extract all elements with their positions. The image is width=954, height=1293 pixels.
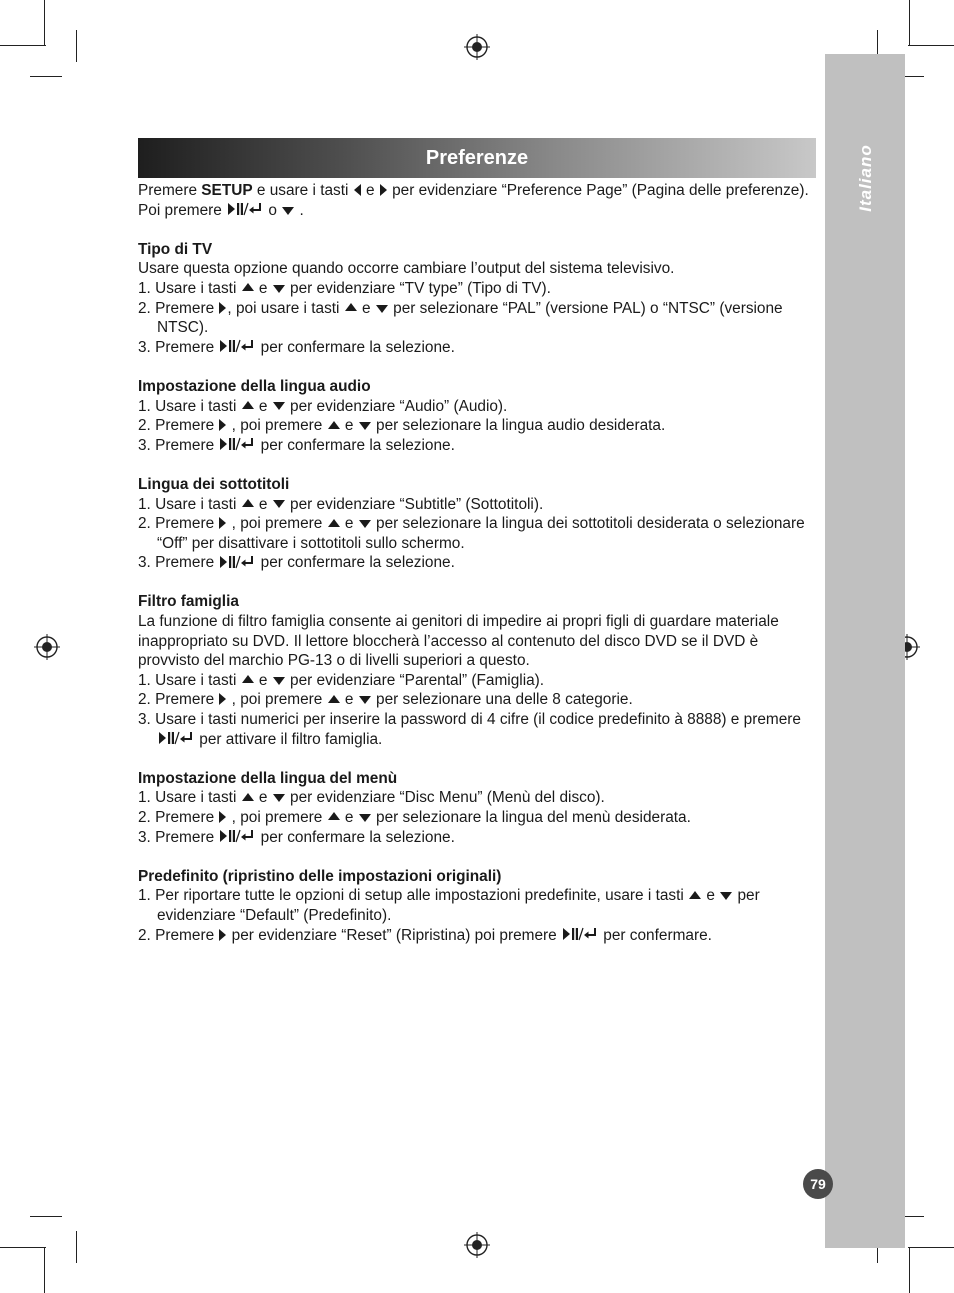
registration-mark-icon	[34, 634, 60, 660]
text-segment: 3. Premere	[138, 828, 219, 846]
up-arrow-icon	[328, 421, 340, 429]
text-segment: per confermare la selezione.	[256, 828, 455, 846]
text-segment: 1. Usare i tasti	[138, 671, 241, 689]
text-segment: per evidenziare “Default” (Predefinito).	[157, 887, 760, 924]
text-segment: per evidenziare “Audio” (Audio).	[285, 397, 508, 415]
crop-mark	[0, 1247, 46, 1248]
text-segment: 1. Usare i tasti	[138, 789, 241, 807]
text-segment: 1. Usare i tasti	[138, 397, 241, 415]
text-segment: 1. Per riportare tutte le opzioni di setup alle impostazioni predefinite, usare i tasti	[138, 887, 689, 905]
play-pause-enter-icon	[159, 731, 193, 745]
tv-description: Usare questa opzione quando occorre cambiare l’output del sistema televisivo.	[138, 260, 675, 278]
text-segment: e	[254, 279, 272, 297]
section-title-default-reset: Predefinito (ripristino delle impostazioni originali)	[138, 867, 502, 885]
text-segment: 2. Premere	[138, 417, 219, 435]
play-pause-enter-icon	[220, 339, 254, 353]
text-segment: 2. Premere	[138, 691, 219, 709]
crop-mark	[908, 45, 954, 46]
down-arrow-icon	[359, 422, 371, 430]
text-segment: e usare i tasti	[252, 182, 353, 199]
list-item	[138, 299, 814, 338]
text-segment: 3. Premere	[138, 554, 219, 572]
text-segment: per evidenziare “Preference Page” (Pagina delle preferenze). Poi premere	[138, 182, 809, 219]
crop-mark	[44, 0, 45, 46]
down-arrow-icon	[359, 814, 371, 822]
text-segment: , poi premere	[227, 417, 327, 435]
text-segment: e	[357, 299, 375, 317]
text-segment: per evidenziare “TV type” (Tipo di TV).	[285, 279, 551, 297]
text-segment: , poi premere	[227, 691, 327, 709]
play-pause-enter-icon	[220, 555, 254, 569]
crop-mark	[908, 1247, 954, 1248]
section-title-parental-control: Filtro famiglia	[138, 593, 239, 611]
text-segment: Premere	[138, 182, 202, 199]
text-segment: e	[340, 691, 358, 709]
text-segment: e	[340, 515, 358, 533]
down-arrow-icon	[273, 794, 285, 802]
right-arrow-icon	[219, 929, 226, 941]
list-item	[138, 671, 814, 691]
list-item	[138, 788, 814, 808]
registration-mark-icon	[464, 1232, 490, 1258]
right-arrow-icon	[219, 517, 226, 529]
list-item	[138, 926, 814, 946]
down-arrow-icon	[273, 285, 285, 293]
list-item	[138, 886, 814, 925]
play-pause-enter-icon	[228, 202, 262, 216]
crop-mark	[44, 1247, 45, 1293]
up-arrow-icon	[689, 891, 701, 899]
up-arrow-icon	[328, 519, 340, 527]
section-header	[138, 138, 816, 178]
list-item	[138, 710, 814, 749]
section-title-audio-language: Impostazione della lingua audio	[138, 377, 371, 395]
text-segment: e	[702, 887, 720, 905]
registration-mark-icon	[464, 34, 490, 60]
setup-key-label: SETUP	[201, 182, 253, 199]
text-segment: per selezionare la lingua del menù desiderata.	[371, 809, 691, 826]
text-segment: e	[340, 417, 358, 435]
text-segment: 2. Premere	[138, 299, 219, 317]
text-segment: 3. Premere	[138, 338, 219, 356]
right-arrow-icon	[219, 693, 226, 705]
crop-mark	[30, 76, 62, 77]
right-arrow-icon	[219, 302, 226, 314]
down-arrow-icon	[720, 892, 732, 900]
section-title-tv-type: Tipo di TV	[138, 240, 213, 258]
right-arrow-icon	[380, 184, 387, 196]
crop-mark	[909, 1247, 910, 1293]
crop-mark	[0, 45, 46, 46]
list-item	[138, 397, 814, 417]
down-arrow-icon	[273, 402, 285, 410]
text-segment: 2. Premere	[138, 926, 219, 944]
down-arrow-icon	[359, 520, 371, 528]
text-segment: e	[254, 671, 272, 689]
text-segment: 1. Usare i tasti	[138, 279, 241, 297]
crop-mark	[30, 1216, 62, 1217]
text-segment: per confermare.	[599, 926, 712, 944]
text-segment: per attivare il filtro famiglia.	[195, 730, 383, 748]
list-item	[138, 690, 814, 710]
language-sidebar	[825, 54, 905, 1248]
text-segment: 2. Premere	[138, 809, 219, 826]
text-segment: per selezionare la lingua audio desiderata.	[371, 417, 666, 435]
crop-mark	[76, 30, 77, 62]
text-segment: per evidenziare “Parental” (Famiglia).	[285, 671, 545, 689]
up-arrow-icon	[242, 675, 254, 683]
down-arrow-icon	[376, 305, 388, 313]
right-arrow-icon	[219, 419, 226, 431]
up-arrow-icon	[328, 812, 340, 820]
down-arrow-icon	[282, 207, 294, 215]
up-arrow-icon	[242, 283, 254, 291]
section-title-subtitle-language: Lingua dei sottotitoli	[138, 475, 290, 493]
sidebar-language-label: Italiano	[856, 144, 875, 212]
list-item	[138, 514, 814, 553]
text-segment: 3. Usare i tasti numerici per inserire la password di 4 cifre (il codice predefinito à 8888) e premere	[138, 711, 801, 729]
text-segment: per selezionare la lingua dei sottotitoli desiderata o selezionare “Off” per disattivare i sottotitoli sullo schermo.	[157, 515, 805, 552]
text-segment: 1. Usare i tasti	[138, 495, 241, 513]
text-segment: 2. Premere	[138, 515, 219, 533]
text-segment: e	[254, 495, 272, 513]
play-pause-enter-icon	[563, 927, 597, 941]
list-item	[138, 808, 814, 828]
text-segment: , poi premere	[227, 515, 327, 533]
down-arrow-icon	[273, 500, 285, 508]
down-arrow-icon	[273, 677, 285, 685]
text-segment: o	[264, 201, 282, 219]
text-segment: e	[254, 397, 272, 415]
text-segment: e	[254, 789, 272, 807]
text-segment: , poi premere	[227, 809, 327, 826]
text-segment: per evidenziare “Subtitle” (Sottotitoli).	[285, 495, 544, 513]
page-number-badge: 79	[803, 1169, 833, 1199]
text-segment: per confermare la selezione.	[256, 338, 455, 356]
page-title: Preferenze	[425, 146, 529, 169]
play-pause-enter-icon	[220, 437, 254, 451]
crop-mark	[909, 0, 910, 46]
list-item	[138, 828, 814, 848]
text-segment: , poi usare i tasti	[227, 299, 344, 317]
crop-mark	[76, 1231, 77, 1263]
text-segment: per confermare la selezione.	[256, 554, 455, 572]
intro-paragraph	[138, 181, 814, 220]
text-segment: per confermare la selezione.	[256, 436, 455, 454]
list-item	[138, 495, 814, 515]
text-segment: e	[340, 809, 358, 826]
up-arrow-icon	[242, 793, 254, 801]
list-item	[138, 553, 814, 573]
list-item	[138, 279, 814, 299]
play-pause-enter-icon	[220, 829, 254, 843]
manual-content	[138, 181, 814, 945]
text-segment: per selezionare una delle 8 categorie.	[371, 691, 633, 709]
up-arrow-icon	[242, 499, 254, 507]
list-item	[138, 338, 814, 358]
text-segment: .	[295, 201, 304, 219]
text-segment: 3. Premere	[138, 436, 219, 454]
list-item	[138, 436, 814, 456]
up-arrow-icon	[328, 695, 340, 703]
list-item	[138, 416, 814, 436]
text-segment: e	[361, 182, 379, 199]
text-segment: per evidenziare “Disc Menu” (Menù del disco).	[285, 789, 605, 807]
left-arrow-icon	[354, 184, 361, 196]
parental-description: La funzione di filtro famiglia consente ai genitori di impedire ai propri figli di guardare materiale inappropriato su DVD. Il lettore bloccherà l’accesso al contenuto del disco DVD se il DVD è provvisto del marchio PG-13 o di livelli superiori a questo.	[138, 613, 779, 670]
down-arrow-icon	[359, 696, 371, 704]
up-arrow-icon	[345, 303, 357, 311]
text-segment: per selezionare “PAL” (versione PAL) o “NTSC” (versione NTSC).	[157, 299, 783, 337]
right-arrow-icon	[219, 811, 226, 823]
text-segment: per evidenziare “Reset” (Ripristina) poi premere	[227, 926, 561, 944]
up-arrow-icon	[242, 401, 254, 409]
section-title-menu-language: Impostazione della lingua del menù	[138, 769, 398, 787]
